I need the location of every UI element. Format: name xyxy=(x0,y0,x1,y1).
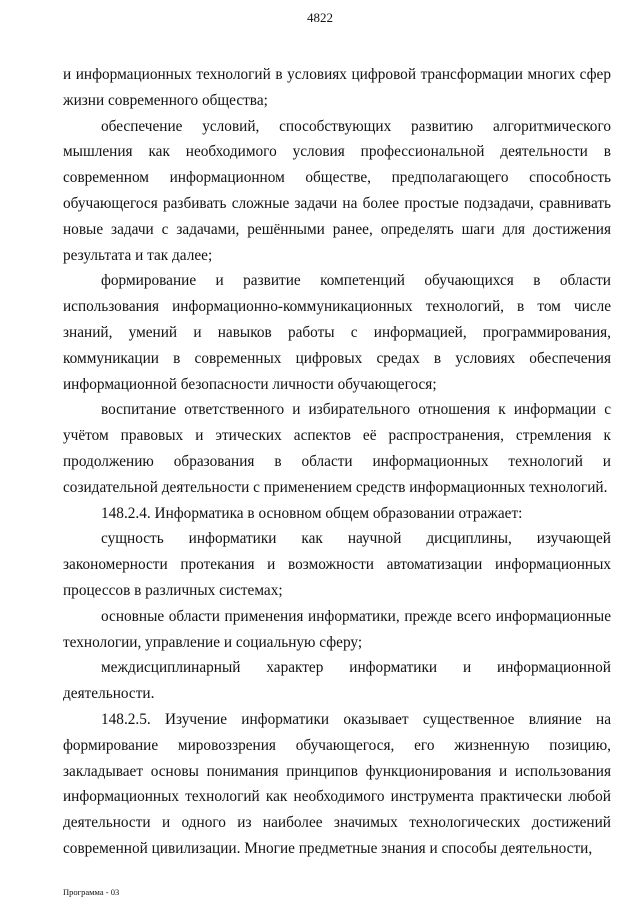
paragraph-section-148-2-4: 148.2.4. Информатика в основном общем образовании отражает: xyxy=(101,504,523,522)
paragraph-responsible-attitude: воспитание ответственного и избирательного отношения к информации с учётом правовых и этических аспектов её распространения, стремления к продолжению образования в области информационных технологий и созидательной деятельности с применением средств информационных технологий. xyxy=(63,401,611,496)
page-number: 4822 xyxy=(307,10,333,25)
document-body xyxy=(63,62,611,862)
paragraph-continuation: и информационных технологий в условиях цифровой трансформации многих сфер жизни современного общества; xyxy=(63,66,611,109)
paragraph-section-148-2-5: 148.2.5. Изучение информатики оказывает существенное влияние на формирование мировоззрения обучающегося, его жизненную позицию, закладывает основы понимания принципов функционирования и использования информационных технологий как необходимого инструмента практически любой деятельности и одного из наиболее значимых технологических достижений современной цивилизации. Многие предметные знания и способы деятельности, xyxy=(63,710,611,857)
paragraph-interdisciplinary: междисциплинарный характер информатики и информационной деятельности. xyxy=(63,659,611,703)
paragraph-application-areas: основные области применения информатики, прежде всего информационные технологии, управление и социальную сферу; xyxy=(63,607,611,651)
paragraph-informatics-essence: сущность информатики как научной дисциплины, изучающей закономерности протекания и возможности автоматизации информационных процессов в различных системах; xyxy=(63,530,611,599)
paragraph-ict-competencies: формирование и развитие компетенций обучающихся в области использования информационно-коммуникационных технологий, в том числе знаний, умений и навыков работы с информацией, программирования, коммуникации в современных цифровых средах в условиях обеспечения информационной безопасности личности обучающегося; xyxy=(63,272,611,393)
paragraph-algorithmic-thinking: обеспечение условий, способствующих развитию алгоритмического мышления как необходимого условия профессиональной деятельности в современном информационном обществе, предполагающего способность обучающегося разбивать сложные задачи на более простые подзадачи, сравнивать новые задачи с задачами, решёнными ранее, определять шаги для достижения результата и так далее; xyxy=(63,117,611,264)
footer-label: Программа - 03 xyxy=(63,887,120,897)
